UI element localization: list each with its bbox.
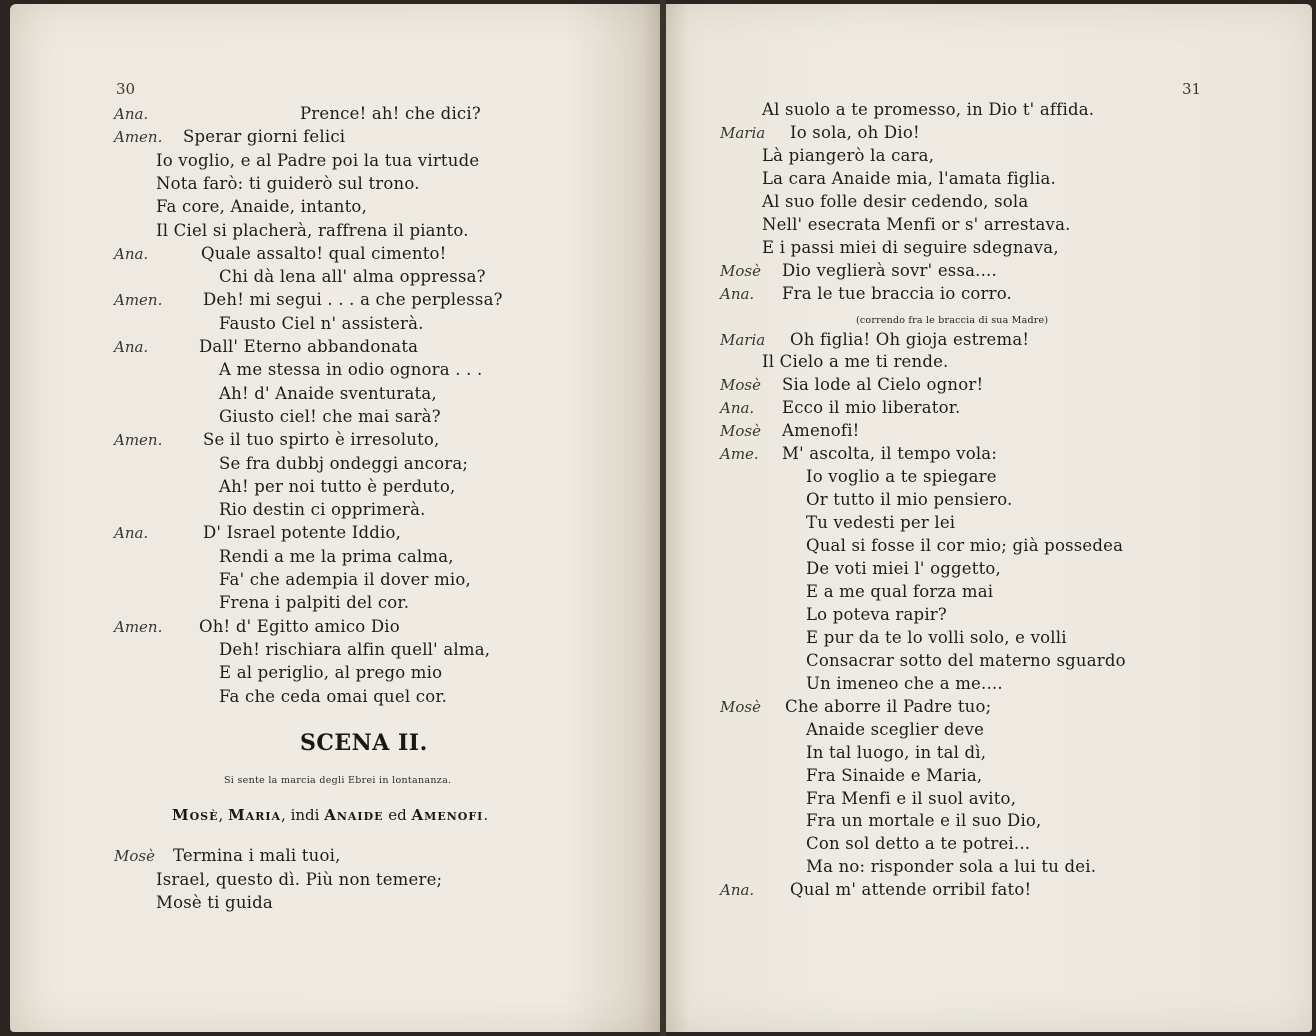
verse-line: Frena i palpiti del cor. [219, 593, 410, 613]
verse-line: Fra Sinaide e Maria, [806, 765, 983, 785]
stage-direction: Si sente la marcia degli Ebrei in lontananza. [224, 775, 452, 786]
speaker-label: Ana. [114, 524, 149, 543]
speaker-label: Amen. [114, 431, 163, 450]
verse-line: Io voglio, e al Padre poi la tua virtude [156, 150, 480, 170]
verse-line: Deh! mi segui . . . a che perplessa? [203, 290, 503, 310]
verse-line: Fra Menfi e il suol avito, [806, 788, 1017, 808]
characters-separator-2: , indi [281, 806, 325, 824]
book-gutter [660, 0, 666, 1036]
verse-line: E pur da te lo volli solo, e volli [806, 627, 1067, 647]
verse-line: Io sola, oh Dio! [790, 122, 920, 142]
verse-line: Ecco il mio liberator. [782, 398, 961, 418]
speaker-label: Ana. [720, 881, 755, 900]
verse-line: Oh figlia! Oh gioja estrema! [790, 329, 1030, 349]
verse-line: De voti miei l' oggetto, [806, 559, 1001, 578]
verse-line: Con sol detto a te potrei... [806, 834, 1031, 854]
verse-line: Mosè ti guida [156, 893, 273, 912]
verse-line: Fa core, Anaide, intanto, [156, 197, 368, 217]
verse-line: Dall' Eterno abbandonata [199, 337, 419, 356]
speaker-label: Mosè [720, 261, 761, 280]
speaker-label: Amen. [114, 617, 163, 636]
speaker-label: Mosè [720, 697, 761, 716]
speaker-label: Ana. [720, 399, 755, 418]
verse-line: Termina i mali tuoi, [173, 846, 341, 865]
verse-line: Lo poteva rapir? [806, 604, 947, 624]
speaker-label: Maria [720, 330, 766, 349]
verse-line: Qual si fosse il cor mio; già possedea [806, 536, 1124, 556]
verse-line: Dio veglierà sovr' essa.... [782, 260, 997, 280]
speaker-label: Amen. [114, 291, 163, 310]
speaker-label: Ana. [114, 338, 149, 356]
speaker-label: Mosè [720, 376, 761, 395]
speaker-label: Amen. [114, 128, 163, 147]
verse-line: Sperar giorni felici [183, 127, 346, 147]
characters-separator-1: , [218, 806, 229, 824]
scene-title: SCENA II. [300, 730, 428, 756]
speaker-label: Ana. [114, 105, 149, 123]
verse-line: Tu vedesti per lei [806, 513, 956, 533]
scene-characters [172, 806, 488, 824]
verse-line: M' ascolta, il tempo vola: [782, 444, 998, 464]
verse-line: Oh! d' Egitto amico Dio [199, 616, 400, 636]
verse-line: Là piangerò la cara, [762, 145, 935, 165]
verse-line: Rio destin ci opprimerà. [219, 500, 426, 520]
verse-line: Fra un mortale e il suo Dio, [806, 811, 1042, 831]
verse-line: Quale assalto! qual cimento! [201, 243, 447, 263]
verse-line: Sia lode al Cielo ognor! [782, 375, 984, 395]
character-amenofi: Amenofi [411, 806, 484, 824]
verse-line: Deh! rischiara alfin quell' alma, [219, 639, 491, 659]
verse-line: Consacrar sotto del materno sguardo [806, 650, 1126, 670]
verse-line: Al suo folle desir cedendo, sola [762, 191, 1029, 211]
characters-separator-3: ed [383, 806, 412, 824]
page-number-left: 30 [116, 80, 136, 98]
verse-line: Fa' che adempia il dover mio, [219, 570, 471, 589]
verse-line: Io voglio a te spiegare [806, 467, 997, 487]
verse-line: Chi dà lena all' alma oppressa? [219, 267, 486, 287]
speaker-label: Ame. [720, 445, 759, 464]
verse-line: Ah! per noi tutto è perduto, [219, 476, 456, 496]
verse-line: Nota farò: ti guiderò sul trono. [156, 173, 420, 193]
character-mose: Mosè [172, 806, 219, 824]
verse-line: Nell' esecrata Menfi or s' arrestava. [762, 214, 1071, 234]
verse-line: La cara Anaide mia, l'amata figlia. [762, 168, 1056, 188]
verse-line: Prence! ah! che dici? [300, 104, 481, 123]
character-maria: Maria [228, 806, 282, 824]
characters-end: . [483, 806, 489, 824]
stage-direction-inline: (correndo fra le braccia di sua Madre) [856, 314, 1049, 326]
verse-line: Qual m' attende orribil fato! [790, 880, 1032, 900]
speaker-label: Ana. [720, 284, 755, 303]
verse-line: Se il tuo spirto è irresoluto, [203, 430, 440, 450]
verse-line: Rendi a me la prima calma, [219, 546, 454, 566]
verse-line: Ma no: risponder sola a lui tu dei. [806, 857, 1097, 877]
verse-line: Anaide sceglier deve [806, 719, 985, 739]
page-number-right: 31 [1182, 80, 1202, 98]
verse-line: Il Ciel si placherà, raffrena il pianto. [156, 220, 469, 240]
character-anaide: Anaide [324, 806, 384, 824]
verse-line: Giusto ciel! che mai sarà? [219, 406, 441, 426]
verse-line: Il Cielo a me ti rende. [762, 352, 949, 372]
verse-line: Amenofi! [782, 421, 860, 441]
verse-line: Un imeneo che a me.... [806, 673, 1003, 693]
verse-line: Che aborre il Padre tuo; [785, 696, 992, 716]
speaker-label: Mosè [720, 422, 761, 441]
verse-line: Israel, questo dì. Più non temere; [156, 869, 443, 889]
verse-line: E al periglio, al prego mio [219, 663, 443, 683]
verse-line: In tal luogo, in tal dì, [806, 742, 987, 762]
verse-line: Se fra dubbj ondeggi ancora; [219, 453, 469, 473]
speaker-label: Maria [720, 123, 766, 142]
verse-line: A me stessa in odio ognora . . . [219, 360, 483, 380]
speaker-label: Mosè [114, 847, 155, 865]
verse-line: E i passi miei di seguire sdegnava, [762, 237, 1059, 257]
verse-line: E a me qual forza mai [806, 581, 994, 601]
verse-line: Or tutto il mio pensiero. [806, 490, 1013, 510]
verse-line: Fausto Ciel n' assisterà. [219, 313, 424, 333]
verse-line: Fra le tue braccia io corro. [782, 283, 1012, 303]
verse-line: D' Israel potente Iddio, [203, 523, 402, 543]
speaker-label: Ana. [114, 244, 149, 263]
verse-line: Fa che ceda omai quel cor. [219, 686, 448, 706]
verse-line: Ah! d' Anaide sventurata, [219, 383, 437, 403]
verse-line: Al suolo a te promesso, in Dio t' affida. [762, 100, 1095, 119]
